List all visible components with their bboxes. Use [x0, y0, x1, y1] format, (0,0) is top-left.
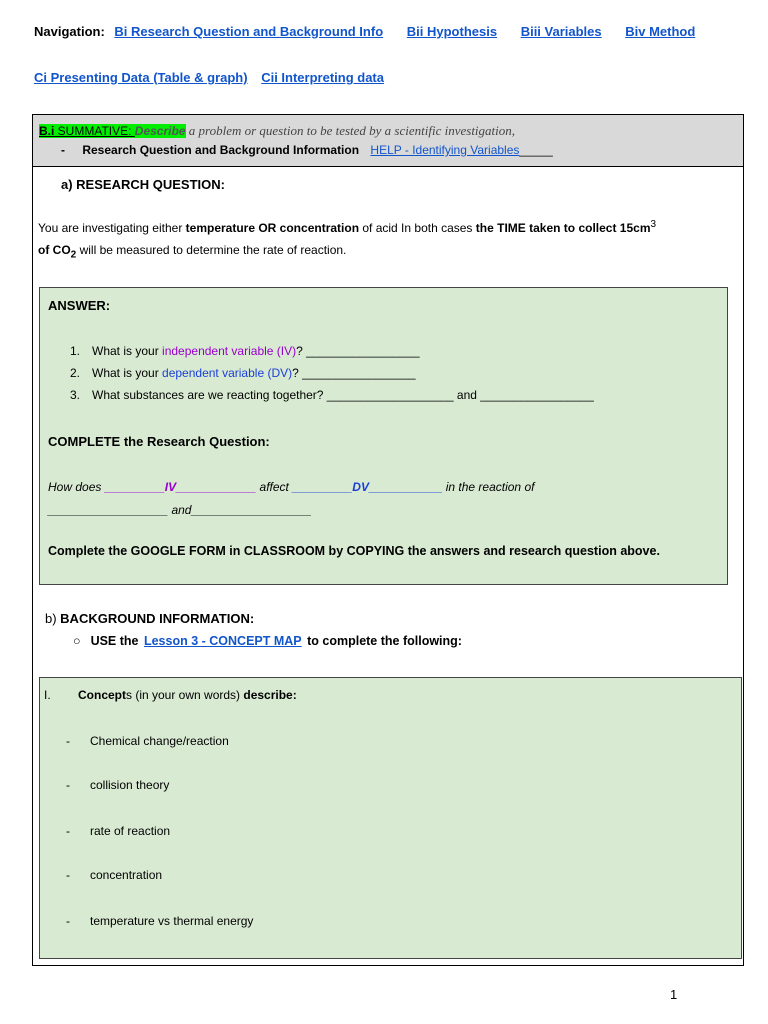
answer-title: ANSWER:	[48, 298, 111, 313]
q1-number: 1.	[70, 344, 81, 358]
summative-highlight	[39, 124, 186, 138]
rq-template-line-1	[48, 480, 534, 494]
concept-item	[66, 824, 170, 838]
concept-concentration: concentration	[90, 868, 163, 882]
intro-text-3: will be measured to determine the rate of reaction.	[76, 243, 347, 257]
concept-item	[66, 914, 253, 928]
dash-bullet: -	[66, 868, 70, 882]
q2-answer-blank[interactable]: ? _________________	[292, 366, 416, 380]
research-question-heading: a) RESEARCH QUESTION:	[61, 177, 225, 192]
dash-bullet: -	[66, 914, 70, 928]
intro-bold-1: temperature OR concentration	[185, 221, 360, 235]
describe-word: Describe	[134, 124, 186, 138]
concept-chemical-change: Chemical change/reaction	[90, 734, 229, 748]
concepts-box	[39, 677, 742, 959]
affect-word: affect	[256, 480, 293, 494]
intro-bold-3: of CO	[38, 243, 71, 257]
q2-number: 2.	[70, 366, 81, 380]
nav-link-biii-variables[interactable]: Biii Variables	[520, 24, 602, 39]
dv-blank[interactable]: _________DV___________	[292, 480, 443, 494]
header-line-1	[39, 123, 515, 139]
roman-numeral: I.	[44, 688, 51, 702]
dash-bullet: -	[66, 824, 70, 838]
header-line-2	[61, 143, 553, 157]
iv-blank[interactable]: _________IV____________	[104, 480, 257, 494]
q2-prefix: What is your	[92, 366, 163, 380]
q3-text[interactable]: What substances are we reacting together? ___________________ and _________________	[92, 388, 594, 402]
section-header	[33, 115, 743, 167]
b-title: BACKGROUND INFORMATION:	[60, 611, 255, 626]
use-concept-map-line	[73, 634, 462, 648]
concept-temperature-thermal-energy: temperature vs thermal energy	[90, 914, 254, 928]
page-number: 1	[670, 987, 678, 1002]
navigation-label: Navigation:	[34, 24, 105, 39]
intro-text-2: of acid In both cases	[359, 221, 476, 235]
dash-bullet: -	[66, 734, 70, 748]
use-prefix: USE the	[90, 634, 142, 648]
concept-word: Concept	[78, 688, 126, 702]
rq-template-line-2[interactable]: __________________ and__________________	[48, 503, 312, 517]
navigation-row-2	[34, 70, 394, 85]
how-does: How does	[48, 480, 105, 494]
question-2	[70, 366, 416, 380]
b-prefix: b)	[45, 611, 61, 626]
summative-label: SUMMATIVE:	[54, 124, 135, 138]
rq-heading: Research Question and Background Information	[82, 143, 360, 157]
reaction-of: in the reaction of	[442, 480, 535, 494]
q1-independent-variable: independent variable (IV)	[162, 344, 297, 358]
concept-map-link[interactable]: Lesson 3 - CONCEPT MAP	[143, 634, 302, 648]
header-dash: -	[61, 143, 65, 157]
intro-line-1	[38, 219, 656, 235]
navigation-row-1	[34, 24, 709, 39]
criterion-description: a problem or question to be tested by a scientific investigation,	[185, 123, 516, 138]
worksheet-frame	[32, 114, 744, 966]
question-1	[70, 344, 420, 358]
q2-dependent-variable: dependent variable (DV)	[162, 366, 293, 380]
intro-subscript: 2	[70, 249, 77, 261]
concept-item	[66, 778, 169, 792]
intro-text-1: You are investigating either	[38, 221, 186, 235]
criterion-code: B.i	[39, 124, 55, 138]
nav-link-bii-hypothesis[interactable]: Bii Hypothesis	[406, 24, 498, 39]
concepts-title	[44, 688, 297, 702]
nav-link-biv-method[interactable]: Biv Method	[625, 24, 696, 39]
question-3	[70, 388, 594, 402]
help-identifying-variables-link[interactable]: HELP - Identifying Variables	[370, 143, 520, 157]
concepts-title-middle: s (in your own words)	[126, 688, 244, 702]
describe-word: describe:	[243, 688, 297, 702]
nav-link-cii-interpreting-data[interactable]: Cii Interpreting data	[261, 70, 384, 85]
intro-bold-2: the TIME taken to collect 15cm	[475, 221, 651, 235]
background-info-heading	[45, 611, 254, 626]
concept-rate-of-reaction: rate of reaction	[90, 824, 171, 838]
dash-bullet: -	[66, 778, 70, 792]
nav-link-ci-presenting-data[interactable]: Ci Presenting Data (Table & graph)	[34, 70, 248, 85]
q1-prefix: What is your	[92, 344, 163, 358]
concept-collision-theory: collision theory	[90, 778, 170, 792]
answer-box	[39, 287, 728, 585]
use-suffix: to complete the following:	[303, 634, 462, 648]
header-trail: _____	[519, 143, 553, 157]
intro-line-2	[38, 243, 346, 260]
concept-item	[66, 734, 229, 748]
complete-rq-title: COMPLETE the Research Question:	[48, 434, 270, 449]
nav-link-bi-research-question[interactable]: Bi Research Question and Background Info	[114, 24, 384, 39]
intro-superscript: 3	[650, 219, 657, 230]
q3-number: 3.	[70, 388, 81, 402]
q1-answer-blank[interactable]: ? _________________	[296, 344, 420, 358]
circle-bullet-icon: ○	[73, 634, 81, 648]
google-form-instruction: Complete the GOOGLE FORM in CLASSROOM by COPYING the answers and research question above.	[48, 544, 660, 558]
concept-item	[66, 868, 162, 882]
